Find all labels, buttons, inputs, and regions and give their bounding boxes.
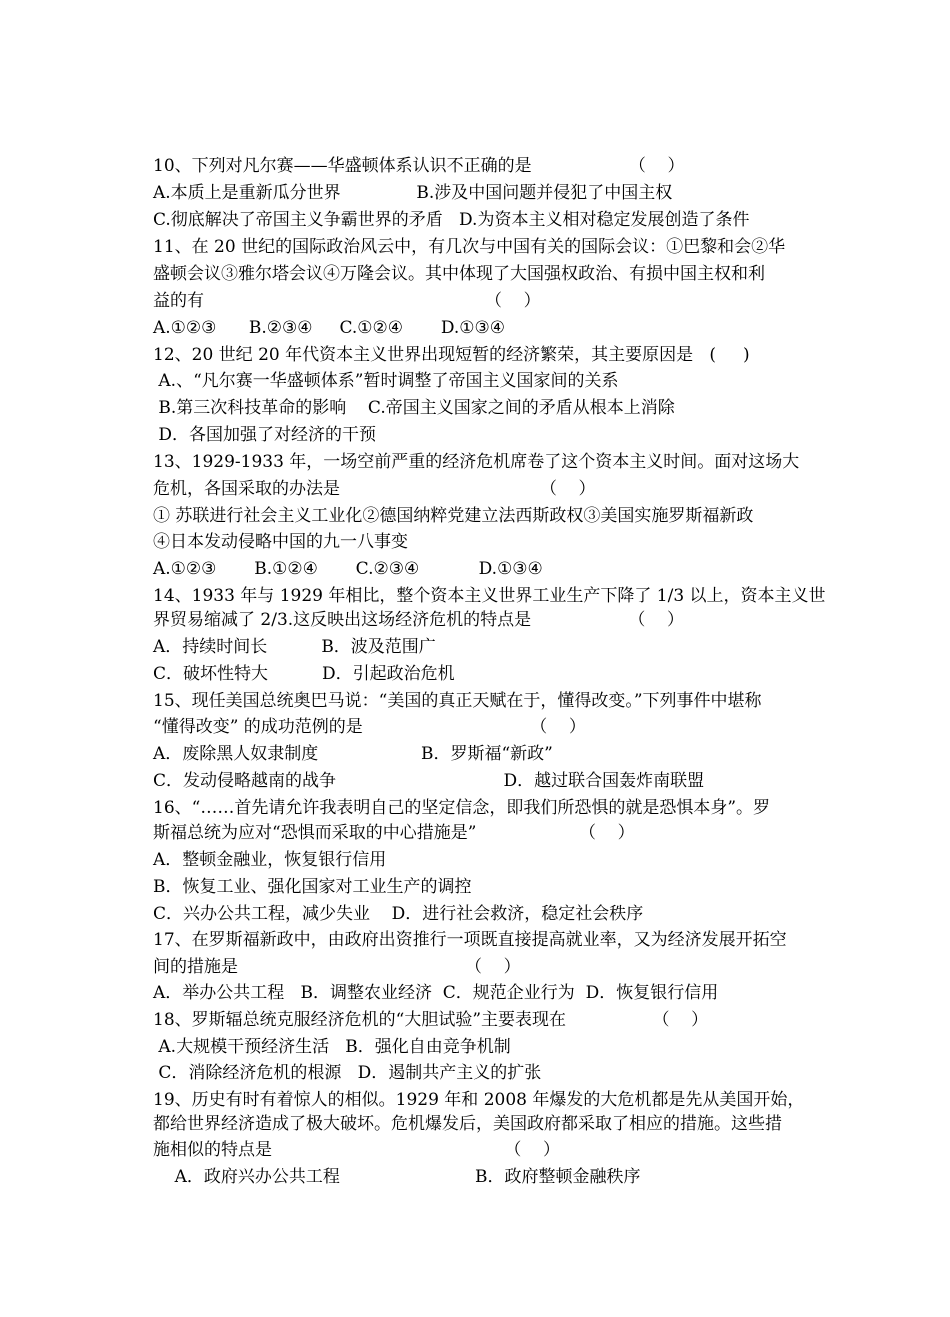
text-line-q11-options: A.①②③ B.②③④ C.①②④ D.①③④ [153, 318, 505, 338]
text-line-q12-option-a: A.、“凡尔赛一华盛顿体系”暂时调整了帝国主义国家间的关系 [153, 371, 619, 391]
text-line-q16-cont: 斯福总统为应对“恐惧而采取的中心措施是” （ ） [153, 823, 635, 843]
text-line-q19: 19、历史有时有着惊人的相似。1929 年和 2008 年爆发的大危机都是先从美国开始， [153, 1090, 805, 1110]
text-line-q12: 12、20 世纪 20 年代资本主义世界出现短暂的经济繁荣，其主要原因是 ( ) [153, 345, 750, 365]
text-line-q10-option-ab: A.本质上是重新瓜分世界 B.涉及中国问题并侵犯了中国主权 [153, 183, 673, 203]
text-line-q13: 13、1929-1933 年，一场空前严重的经济危机席卷了这个资本主义时间。面对这场大 [153, 452, 800, 472]
text-line-q10-option-cd: C.彻底解决了帝国主义争霸世界的矛盾 D.为资本主义相对稳定发展创造了条件 [153, 210, 750, 230]
text-line-q16-option-b: B．恢复工业、强化国家对工业生产的调控 [153, 877, 472, 897]
text-line-q17-cont: 间的措施是 （ ） [153, 957, 521, 977]
text-line-q16: 16、“……首先请允许我表明自己的坚定信念，即我们所恐惧的就是恐惧本身”。罗 [153, 798, 771, 818]
text-line-q11-cont: 益的有 （ ） [153, 291, 541, 311]
text-line-q17-options: A．举办公共工程 B．调整农业经济 C．规范企业行为 D．恢复银行信用 [153, 983, 719, 1003]
text-line-q19-cont: 施相似的特点是 （ ） [153, 1140, 560, 1160]
text-line-q14-option-ab: A．持续时间长 B．波及范围广 [153, 637, 436, 657]
text-line-q15-option-cd: C．发动侵略越南的战争 D．越过联合国轰炸南联盟 [153, 771, 705, 791]
text-line-q16-option-a: A．整顿金融业，恢复银行信用 [153, 850, 387, 870]
text-line-q11-cont: 盛顿会议③雅尔塔会议④万隆会议。其中体现了大国强权政治、有损中国主权和利 [153, 264, 765, 284]
text-line-q15: 15、现任美国总统奥巴马说：“美国的真正天赋在于，懂得改变。”下列事件中堪称 [153, 691, 762, 711]
text-line-q12-option-bc: B.第三次科技革命的影响 C.帝国主义国家之间的矛盾从根本上消除 [153, 398, 675, 418]
text-line-q17: 17、在罗斯福新政中，由政府出资推行一项既直接提高就业率，又为经济发展开拓空 [153, 930, 787, 950]
text-line-q12-option-d: D．各国加强了对经济的干预 [153, 425, 377, 445]
text-line-q13-items: ① 苏联进行社会主义工业化②德国纳粹党建立法西斯政权③美国实施罗斯福新政 [153, 506, 754, 526]
text-line-q14-cont: 界贸易缩减了 2/3.这反映出这场经济危机的特点是 （ ） [153, 610, 685, 630]
text-line-q13-options: A.①②③ B.①②④ C.②③④ D.①③④ [153, 559, 543, 579]
text-line-q11: 11、在 20 世纪的国际政治风云中，有几次与中国有关的国际会议：①巴黎和会②华 [153, 237, 786, 257]
text-line-q14: 14、1933 年与 1929 年相比，整个资本主义世界工业生产下降了 1/3 以上，资本主义世 [153, 586, 826, 606]
text-line-q16-option-cd: C．兴办公共工程，减少失业 D．进行社会救济，稳定社会秩序 [153, 904, 644, 924]
text-line-q19-option-ab: A．政府兴办公共工程 B．政府整顿金融秩序 [153, 1167, 641, 1187]
text-line-q18-option-ab: A.大规模干预经济生活 B．强化自由竞争机制 [153, 1037, 511, 1057]
text-line-q15-cont: “懂得改变” 的成功范例的是 （ ） [153, 717, 586, 737]
text-line-q13-cont: 危机，各国采取的办法是 （ ） [153, 479, 596, 499]
text-line-q15-option-ab: A．废除黑人奴隶制度 B．罗斯福“新政” [153, 744, 553, 764]
text-line-q18: 18、罗斯辐总统克服经济危机的“大胆试验”主要表现在 （ ） [153, 1010, 709, 1030]
text-line-q10: 10、下列对凡尔赛——华盛顿体系认识不正确的是 （ ） [153, 156, 685, 176]
text-line-q14-option-cd: C．破坏性特大 D．引起政治危机 [153, 664, 455, 684]
text-line-q13-items: ④日本发动侵略中国的九一八事变 [153, 532, 408, 552]
text-line-q19-cont: 都给世界经济造成了极大破坏。危机爆发后，美国政府都采取了相应的措施。这些措 [153, 1114, 782, 1134]
text-line-q18-option-cd: C．消除经济危机的根源 D．遏制共产主义的扩张 [153, 1063, 542, 1083]
